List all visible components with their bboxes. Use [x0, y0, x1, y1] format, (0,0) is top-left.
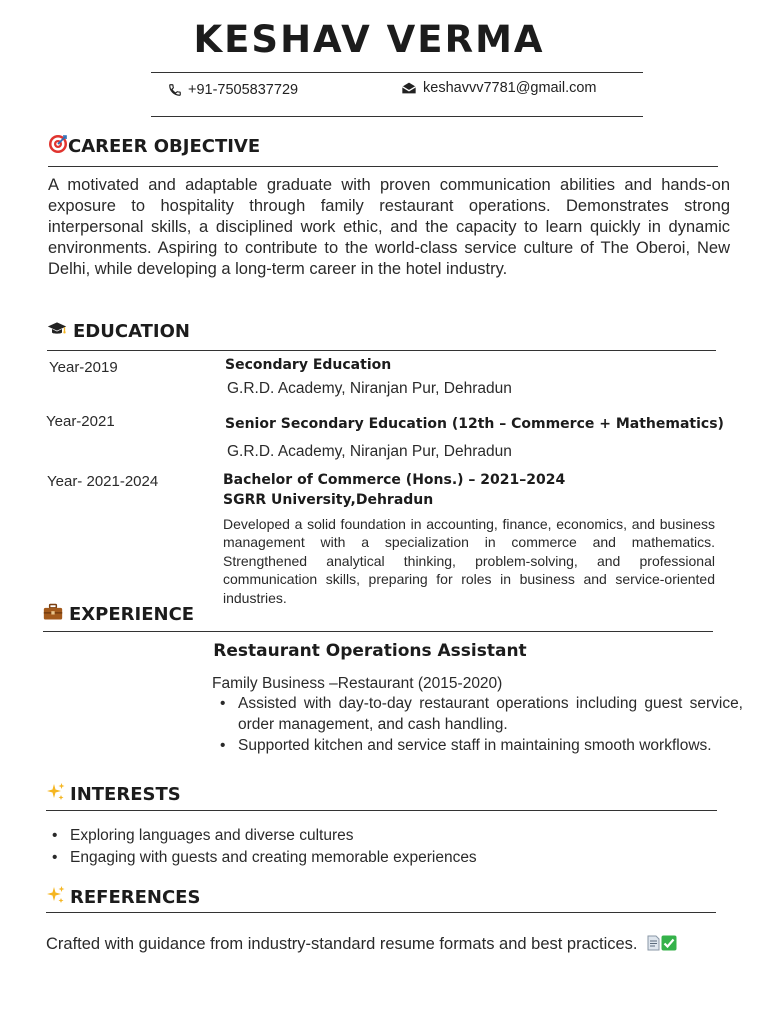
sparkles-icon: [46, 782, 66, 807]
envelope-icon: [401, 81, 417, 95]
interests-heading: [46, 782, 181, 807]
interests-list: [46, 825, 726, 869]
education-degree: Bachelor of Commerce (Hons.) – 2021–2024: [223, 472, 566, 488]
education-degree: Senior Secondary Education (12th – Commerce + Mathematics): [225, 416, 724, 432]
phone-number: +91-7505837729: [188, 82, 299, 98]
experience-bullets: [214, 694, 743, 758]
graduation-cap-icon: [47, 320, 67, 343]
section-title: EDUCATION: [73, 321, 190, 342]
career-objective-heading: [48, 134, 260, 159]
list-item: • Engaging with guests and creating memorable experiences: [46, 847, 726, 869]
company-name: Family Business –Restaurant (2015-2020): [212, 675, 503, 692]
document-icon: [646, 935, 661, 957]
references-text: Crafted with guidance from industry-standard resume formats and best practices.: [46, 935, 638, 953]
education-degree: Secondary Education: [225, 357, 392, 373]
education-institution: SGRR University,Dehradun: [223, 492, 434, 508]
references-text-block: [46, 933, 686, 957]
job-title: Restaurant Operations Assistant: [213, 641, 527, 661]
list-item: • Supported kitchen and service staff in maintaining smooth workflows.: [214, 736, 743, 757]
phone-contact: [168, 82, 298, 98]
section-title: REFERENCES: [70, 887, 201, 908]
resume-name: KESHAV VERMA: [193, 18, 545, 61]
education-institution: G.R.D. Academy, Niranjan Pur, Dehradun: [227, 380, 512, 397]
education-heading: [47, 320, 190, 343]
check-mark-icon: [661, 935, 677, 957]
experience-heading: [43, 603, 194, 626]
phone-icon: [168, 83, 182, 97]
objective-text: A motivated and adaptable graduate with proven communication abilities and hands-on exposure to hospitality through family restaurant operations. Demonstrates strong interpersonal skills, a disciplined work ethic, and the capacity to learn quickly in dynamic environments. Aspiring to contribute to the world-class service culture of The Oberoi, New Delhi, while developing a long-term career in the hotel industry.: [48, 176, 730, 278]
list-item: • Assisted with day-to-day restaurant operations including guest service, order management, and cash handling.: [214, 694, 743, 735]
experience-divider: [43, 631, 713, 632]
list-item: • Exploring languages and diverse cultures: [46, 825, 726, 847]
section-title: EXPERIENCE: [69, 604, 195, 625]
references-heading: [46, 885, 200, 910]
references-divider: [46, 912, 716, 913]
section-title: CAREER OBJECTIVE: [68, 136, 261, 157]
education-divider: [47, 350, 716, 351]
education-year: Year-2021: [46, 413, 115, 430]
email-contact: [401, 80, 597, 96]
sparkles-icon: [46, 885, 66, 910]
target-icon: [48, 134, 68, 159]
education-year: Year-2019: [49, 359, 118, 376]
section-title: INTERESTS: [70, 784, 181, 805]
briefcase-icon: [43, 603, 63, 626]
objective-divider: [48, 166, 718, 167]
education-year: Year- 2021-2024: [47, 473, 159, 490]
education-description: Developed a solid foundation in accounting, finance, economics, and business management with a specialization in commerce and mathematics. Strengthened analytical thinking, problem-solving, and professional communication skills, preparing for roles in business and service-oriented industries.: [223, 516, 715, 606]
email-address[interactable]: keshavvv7781@gmail.com: [423, 80, 597, 96]
interests-divider: [46, 810, 717, 811]
header-bottom-divider: [151, 116, 643, 117]
education-institution: G.R.D. Academy, Niranjan Pur, Dehradun: [227, 443, 512, 460]
header-top-divider: [151, 72, 643, 73]
